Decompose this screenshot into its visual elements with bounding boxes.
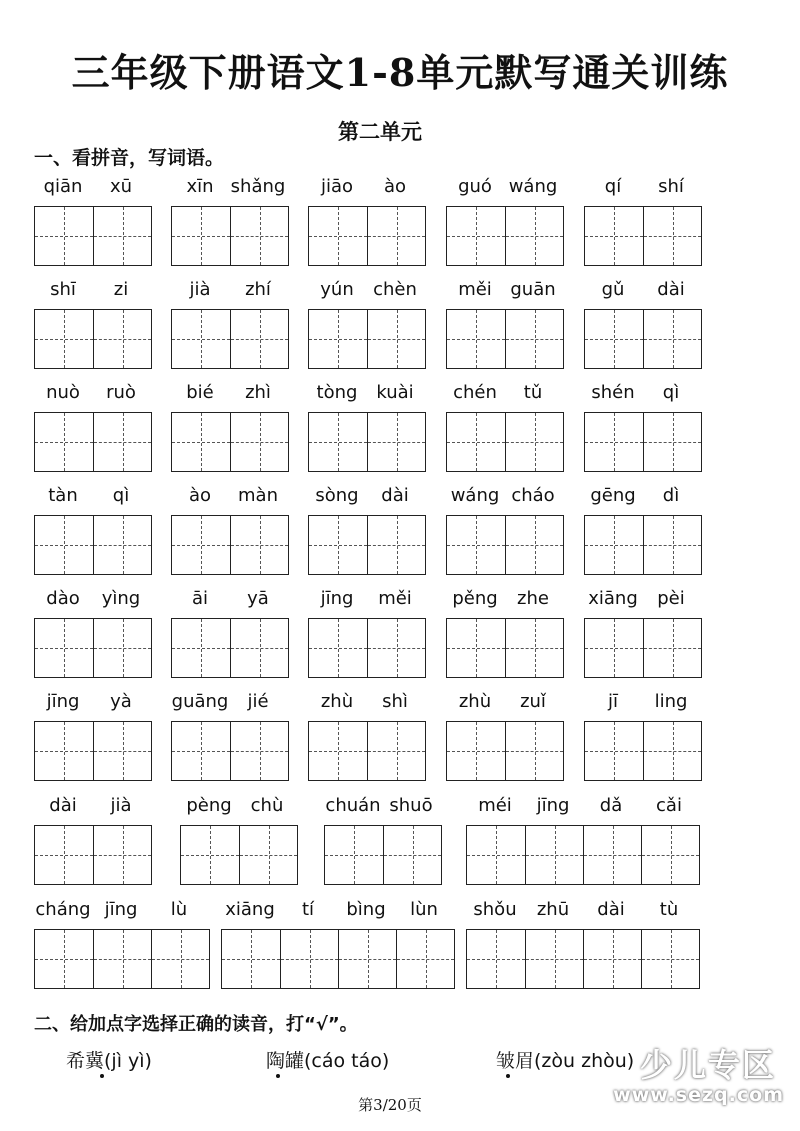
pinyin-syllable: dài bbox=[597, 899, 625, 920]
option-word: 希冀 bbox=[66, 1050, 105, 1072]
writing-boxes bbox=[446, 412, 564, 472]
page-number: 第3/20页 bbox=[358, 1096, 422, 1114]
writing-boxes bbox=[584, 309, 702, 369]
pinyin-syllable: xū bbox=[109, 176, 133, 197]
pinyin-syllable: nuò bbox=[46, 382, 80, 403]
pinyin-syllable: zhí bbox=[245, 279, 271, 300]
option-word: 陶罐 bbox=[266, 1050, 305, 1072]
character-box[interactable] bbox=[222, 930, 280, 988]
pinyin-syllable: lù bbox=[170, 899, 188, 920]
pinyin-syllable: yún bbox=[320, 279, 354, 300]
option-readings[interactable]: (cáo táo) bbox=[304, 1050, 390, 1072]
character-box[interactable] bbox=[643, 722, 701, 780]
pinyin-syllable: ào bbox=[383, 176, 407, 197]
character-box[interactable] bbox=[230, 310, 288, 368]
pinyin-syllable: xiāng bbox=[588, 588, 638, 609]
page-title: 三年级下册语文1-8单元默写通关训练 bbox=[71, 50, 729, 95]
pinyin-syllable: tòng bbox=[316, 382, 358, 403]
character-box[interactable] bbox=[505, 310, 563, 368]
pinyin-line bbox=[446, 279, 562, 305]
character-box[interactable] bbox=[585, 310, 643, 368]
pinyin-syllable: gǔ bbox=[601, 279, 625, 300]
pinyin-syllable: gēng bbox=[590, 485, 636, 506]
pinyin-syllable: sòng bbox=[315, 485, 359, 506]
watermark bbox=[600, 1040, 790, 1112]
character-box[interactable] bbox=[367, 207, 425, 265]
emphasis-dot bbox=[100, 1074, 104, 1078]
pinyin-syllable: qì bbox=[662, 382, 680, 403]
writing-boxes bbox=[584, 515, 702, 575]
character-box[interactable] bbox=[383, 826, 441, 884]
character-box[interactable] bbox=[280, 930, 338, 988]
word-row bbox=[0, 899, 800, 994]
character-box[interactable] bbox=[93, 619, 151, 677]
pinyin-line bbox=[34, 176, 150, 202]
pinyin-syllable: chuán bbox=[325, 795, 381, 816]
character-box[interactable] bbox=[585, 722, 643, 780]
pinyin-line bbox=[171, 691, 287, 717]
character-box[interactable] bbox=[447, 516, 505, 574]
pinyin-line bbox=[446, 691, 562, 717]
pinyin-syllable: shén bbox=[591, 382, 635, 403]
character-box[interactable] bbox=[35, 619, 93, 677]
writing-boxes bbox=[584, 721, 702, 781]
writing-boxes bbox=[446, 721, 564, 781]
pinyin-line bbox=[466, 795, 698, 821]
pinyin-syllable: jià bbox=[110, 795, 132, 816]
pinyin-syllable: qí bbox=[604, 176, 622, 197]
character-box[interactable] bbox=[35, 207, 93, 265]
pinyin-syllable: méi bbox=[478, 795, 512, 816]
character-box[interactable] bbox=[230, 619, 288, 677]
pinyin-syllable: shì bbox=[382, 691, 408, 712]
pinyin-syllable: jī bbox=[607, 691, 618, 712]
writing-boxes bbox=[308, 206, 426, 266]
character-box[interactable] bbox=[367, 413, 425, 471]
emphasis-dot bbox=[506, 1074, 510, 1078]
pinyin-syllable: jié bbox=[247, 691, 269, 712]
character-box[interactable] bbox=[325, 826, 383, 884]
pinyin-line bbox=[446, 485, 562, 511]
pinyin-line bbox=[34, 382, 150, 408]
pinyin-syllable: guāng bbox=[171, 691, 229, 712]
character-box[interactable] bbox=[643, 310, 701, 368]
word-row bbox=[0, 176, 800, 271]
character-box[interactable] bbox=[643, 413, 701, 471]
pinyin-syllable: màn bbox=[238, 485, 278, 506]
character-box[interactable] bbox=[230, 413, 288, 471]
writing-boxes bbox=[171, 721, 289, 781]
pinyin-syllable: tàn bbox=[48, 485, 78, 506]
pinyin-syllable: shǎng bbox=[230, 176, 286, 197]
character-box[interactable] bbox=[93, 516, 151, 574]
pinyin-syllable: bìng bbox=[346, 899, 386, 920]
writing-boxes bbox=[171, 206, 289, 266]
word-row bbox=[0, 382, 800, 477]
pinyin-syllable: pèng bbox=[186, 795, 232, 816]
character-box[interactable] bbox=[172, 516, 230, 574]
pinyin-syllable: cháng bbox=[35, 899, 91, 920]
character-box[interactable] bbox=[367, 722, 425, 780]
character-box[interactable] bbox=[643, 619, 701, 677]
character-box[interactable] bbox=[35, 516, 93, 574]
character-box[interactable] bbox=[35, 310, 93, 368]
character-box[interactable] bbox=[505, 516, 563, 574]
pinyin-syllable: dài bbox=[381, 485, 409, 506]
writing-boxes bbox=[34, 929, 210, 989]
option-item bbox=[266, 1046, 389, 1073]
pinyin-line bbox=[34, 691, 150, 717]
character-box[interactable] bbox=[467, 826, 525, 884]
word-row bbox=[0, 795, 800, 890]
character-box[interactable] bbox=[230, 207, 288, 265]
pinyin-line bbox=[171, 382, 287, 408]
unit-heading: 第二单元 bbox=[338, 120, 422, 144]
writing-boxes bbox=[466, 825, 700, 885]
pinyin-line bbox=[308, 176, 424, 202]
writing-boxes bbox=[324, 825, 442, 885]
writing-boxes bbox=[308, 721, 426, 781]
emphasis-dot bbox=[276, 1074, 280, 1078]
character-box[interactable] bbox=[467, 930, 525, 988]
pinyin-line bbox=[171, 588, 287, 614]
character-box[interactable] bbox=[643, 516, 701, 574]
writing-boxes bbox=[466, 929, 700, 989]
pinyin-syllable: kuài bbox=[376, 382, 414, 403]
pinyin-line bbox=[34, 588, 150, 614]
pinyin-line bbox=[446, 176, 562, 202]
character-box[interactable] bbox=[172, 310, 230, 368]
pinyin-syllable: zuǐ bbox=[520, 691, 546, 712]
pinyin-line bbox=[446, 382, 562, 408]
option-readings[interactable]: (jì yì) bbox=[104, 1050, 152, 1072]
pinyin-syllable: měi bbox=[458, 279, 492, 300]
character-box[interactable] bbox=[230, 516, 288, 574]
writing-boxes bbox=[34, 721, 152, 781]
watermark-url: www.sezq.com bbox=[613, 1084, 784, 1106]
character-box[interactable] bbox=[93, 930, 151, 988]
character-box[interactable] bbox=[172, 413, 230, 471]
pinyin-line bbox=[584, 691, 700, 717]
writing-boxes bbox=[171, 309, 289, 369]
pinyin-syllable: zhe bbox=[517, 588, 549, 609]
character-box[interactable] bbox=[447, 413, 505, 471]
character-box[interactable] bbox=[93, 826, 151, 884]
pinyin-syllable: qiān bbox=[43, 176, 83, 197]
character-box[interactable] bbox=[525, 826, 583, 884]
pinyin-syllable: jiāo bbox=[320, 176, 354, 197]
option-readings[interactable]: (zòu zhòu) bbox=[534, 1050, 635, 1072]
character-box[interactable] bbox=[585, 619, 643, 677]
pinyin-line bbox=[308, 485, 424, 511]
pinyin-syllable: qì bbox=[112, 485, 130, 506]
pinyin-syllable: dǎ bbox=[599, 795, 623, 816]
character-box[interactable] bbox=[309, 207, 367, 265]
writing-boxes bbox=[34, 618, 152, 678]
pinyin-syllable: tí bbox=[301, 899, 315, 920]
pinyin-line bbox=[584, 176, 700, 202]
pinyin-syllable: ào bbox=[188, 485, 212, 506]
character-box[interactable] bbox=[525, 930, 583, 988]
character-box[interactable] bbox=[447, 722, 505, 780]
writing-boxes bbox=[308, 309, 426, 369]
pinyin-line bbox=[171, 176, 287, 202]
writing-boxes bbox=[171, 515, 289, 575]
watermark-logo: 少儿专区 bbox=[639, 1046, 776, 1084]
character-box[interactable] bbox=[93, 413, 151, 471]
word-row bbox=[0, 691, 800, 786]
character-box[interactable] bbox=[641, 930, 699, 988]
pinyin-syllable: guān bbox=[510, 279, 556, 300]
pinyin-syllable: ling bbox=[654, 691, 688, 712]
pinyin-line bbox=[34, 795, 150, 821]
word-row bbox=[0, 588, 800, 683]
pinyin-syllable: chén bbox=[453, 382, 497, 403]
character-box[interactable] bbox=[447, 619, 505, 677]
character-box[interactable] bbox=[585, 413, 643, 471]
pinyin-syllable: lùn bbox=[410, 899, 438, 920]
question-2-heading: 二、给加点字选择正确的读音，打“√”。 bbox=[34, 1014, 358, 1035]
pinyin-line bbox=[466, 899, 698, 925]
pinyin-line bbox=[171, 279, 287, 305]
character-box[interactable] bbox=[309, 722, 367, 780]
pinyin-syllable: yìng bbox=[101, 588, 141, 609]
pinyin-syllable: dài bbox=[657, 279, 685, 300]
question-1-heading: 一、看拼音，写词语。 bbox=[34, 147, 225, 169]
pinyin-line bbox=[584, 382, 700, 408]
writing-boxes bbox=[34, 309, 152, 369]
pinyin-line bbox=[308, 691, 424, 717]
pinyin-syllable: shī bbox=[50, 279, 76, 300]
character-box[interactable] bbox=[583, 930, 641, 988]
character-box[interactable] bbox=[505, 619, 563, 677]
pinyin-syllable: tǔ bbox=[523, 382, 543, 403]
pinyin-syllable: wáng bbox=[508, 176, 558, 197]
pinyin-syllable: yā bbox=[247, 588, 269, 609]
pinyin-line bbox=[308, 588, 424, 614]
writing-boxes bbox=[308, 618, 426, 678]
writing-boxes bbox=[34, 515, 152, 575]
pinyin-syllable: tù bbox=[659, 899, 679, 920]
character-box[interactable] bbox=[367, 310, 425, 368]
character-box[interactable] bbox=[309, 619, 367, 677]
character-box[interactable] bbox=[35, 413, 93, 471]
pinyin-line bbox=[308, 279, 424, 305]
writing-boxes bbox=[446, 206, 564, 266]
character-box[interactable] bbox=[309, 413, 367, 471]
character-box[interactable] bbox=[367, 619, 425, 677]
pinyin-line bbox=[180, 795, 296, 821]
pinyin-syllable: měi bbox=[378, 588, 412, 609]
pinyin-syllable: zhì bbox=[245, 382, 271, 403]
pinyin-syllable: guó bbox=[458, 176, 492, 197]
writing-boxes bbox=[221, 929, 455, 989]
character-box[interactable] bbox=[93, 310, 151, 368]
pinyin-line bbox=[171, 485, 287, 511]
character-box[interactable] bbox=[643, 207, 701, 265]
pinyin-syllable: jīng bbox=[104, 899, 138, 920]
character-box[interactable] bbox=[447, 207, 505, 265]
pinyin-syllable: dì bbox=[662, 485, 680, 506]
pinyin-line bbox=[221, 899, 453, 925]
character-box[interactable] bbox=[151, 930, 209, 988]
character-box[interactable] bbox=[181, 826, 239, 884]
character-box[interactable] bbox=[230, 722, 288, 780]
character-box[interactable] bbox=[367, 516, 425, 574]
pinyin-syllable: jià bbox=[189, 279, 211, 300]
pinyin-syllable: wáng bbox=[450, 485, 500, 506]
character-box[interactable] bbox=[309, 310, 367, 368]
character-box[interactable] bbox=[93, 722, 151, 780]
writing-boxes bbox=[34, 412, 152, 472]
character-box[interactable] bbox=[93, 207, 151, 265]
pinyin-syllable: pèi bbox=[657, 588, 685, 609]
pinyin-syllable: dào bbox=[46, 588, 80, 609]
pinyin-line bbox=[34, 485, 150, 511]
pinyin-syllable: shǒu bbox=[473, 899, 517, 920]
writing-boxes bbox=[180, 825, 298, 885]
writing-boxes bbox=[446, 515, 564, 575]
character-box[interactable] bbox=[35, 826, 93, 884]
writing-boxes bbox=[446, 618, 564, 678]
pinyin-syllable: shuō bbox=[389, 795, 433, 816]
pinyin-syllable: zi bbox=[113, 279, 129, 300]
character-box[interactable] bbox=[35, 930, 93, 988]
pinyin-line bbox=[584, 588, 700, 614]
character-box[interactable] bbox=[172, 619, 230, 677]
character-box[interactable] bbox=[641, 826, 699, 884]
character-box[interactable] bbox=[172, 722, 230, 780]
pinyin-syllable: zhū bbox=[536, 899, 570, 920]
writing-boxes bbox=[308, 412, 426, 472]
pinyin-line bbox=[308, 382, 424, 408]
character-box[interactable] bbox=[585, 516, 643, 574]
character-box[interactable] bbox=[505, 413, 563, 471]
character-box[interactable] bbox=[585, 207, 643, 265]
character-box[interactable] bbox=[239, 826, 297, 884]
pinyin-syllable: jīng bbox=[536, 795, 570, 816]
pinyin-syllable: jīng bbox=[46, 691, 80, 712]
character-box[interactable] bbox=[309, 516, 367, 574]
character-box[interactable] bbox=[583, 826, 641, 884]
pinyin-line bbox=[584, 279, 700, 305]
character-box[interactable] bbox=[35, 722, 93, 780]
character-box[interactable] bbox=[172, 207, 230, 265]
writing-boxes bbox=[446, 309, 564, 369]
character-box[interactable] bbox=[447, 310, 505, 368]
writing-boxes bbox=[171, 618, 289, 678]
character-box[interactable] bbox=[338, 930, 396, 988]
writing-boxes bbox=[34, 206, 152, 266]
character-box[interactable] bbox=[505, 207, 563, 265]
pinyin-syllable: xīn bbox=[186, 176, 214, 197]
pinyin-syllable: chù bbox=[250, 795, 284, 816]
option-item bbox=[66, 1046, 152, 1073]
pinyin-syllable: xiāng bbox=[225, 899, 275, 920]
pinyin-syllable: zhù bbox=[458, 691, 492, 712]
pinyin-line bbox=[324, 795, 440, 821]
writing-boxes bbox=[584, 412, 702, 472]
pinyin-line bbox=[34, 899, 208, 925]
pinyin-syllable: zhù bbox=[320, 691, 354, 712]
pinyin-line bbox=[584, 485, 700, 511]
pinyin-syllable: cháo bbox=[511, 485, 555, 506]
pinyin-syllable: āi bbox=[191, 588, 209, 609]
writing-boxes bbox=[308, 515, 426, 575]
writing-boxes bbox=[34, 825, 152, 885]
pinyin-syllable: jīng bbox=[320, 588, 354, 609]
pinyin-syllable: cǎi bbox=[656, 795, 682, 816]
character-box[interactable] bbox=[505, 722, 563, 780]
pinyin-syllable: chèn bbox=[373, 279, 417, 300]
pinyin-line bbox=[34, 279, 150, 305]
word-row bbox=[0, 279, 800, 374]
pinyin-syllable: ruò bbox=[106, 382, 136, 403]
pinyin-syllable: shí bbox=[658, 176, 684, 197]
writing-boxes bbox=[584, 618, 702, 678]
pinyin-syllable: yà bbox=[110, 691, 132, 712]
pinyin-syllable: dài bbox=[49, 795, 77, 816]
pinyin-syllable: bié bbox=[186, 382, 214, 403]
writing-boxes bbox=[584, 206, 702, 266]
pinyin-syllable: pěng bbox=[452, 588, 498, 609]
option-word: 皱眉 bbox=[496, 1050, 535, 1072]
pinyin-line bbox=[446, 588, 562, 614]
word-row bbox=[0, 485, 800, 580]
character-box[interactable] bbox=[396, 930, 454, 988]
writing-boxes bbox=[171, 412, 289, 472]
